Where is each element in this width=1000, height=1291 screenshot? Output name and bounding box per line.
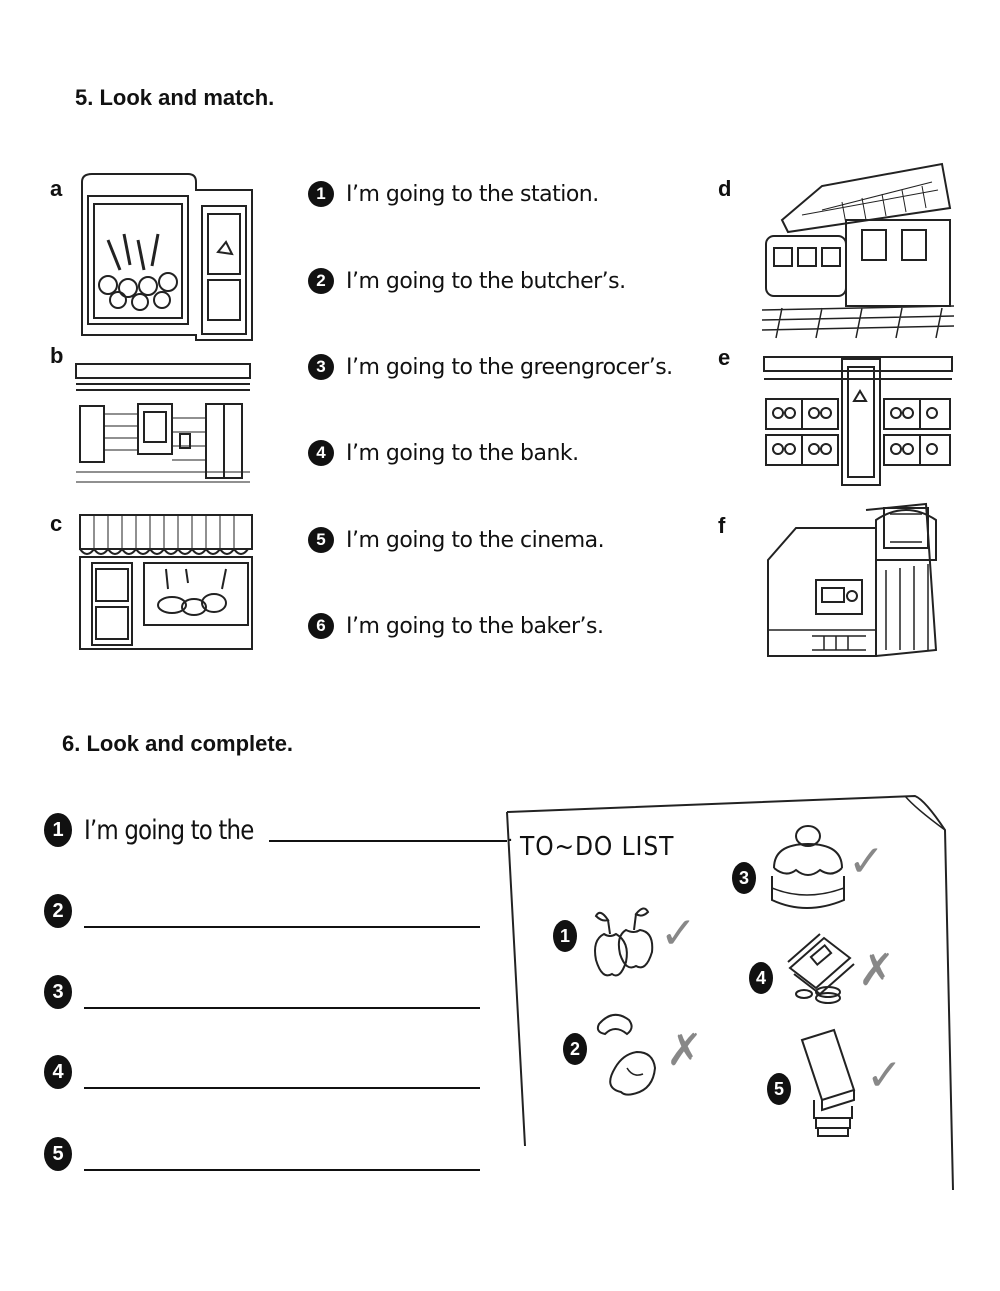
books-icon bbox=[798, 1026, 862, 1138]
cinema-picture bbox=[766, 500, 954, 660]
sentence-text: I’m going to the station. bbox=[346, 181, 599, 207]
number-badge: 5 bbox=[44, 1137, 72, 1171]
answer-line-2 bbox=[44, 894, 480, 928]
sentence-4 bbox=[308, 440, 579, 466]
sentence-5 bbox=[308, 527, 604, 553]
line-end-period: . bbox=[507, 823, 513, 846]
sentence-text: I’m going to the baker’s. bbox=[346, 613, 604, 639]
todo-number: 4 bbox=[749, 962, 773, 994]
sentence-text: I’m going to the butcher’s. bbox=[346, 268, 626, 294]
letter-a: a bbox=[50, 176, 63, 201]
sentence-1 bbox=[308, 181, 599, 207]
section6-title: 6. Look and complete. bbox=[62, 731, 294, 756]
number-badge: 2 bbox=[44, 894, 72, 928]
check-mark-icon: ✓ bbox=[866, 1050, 903, 1101]
answer-blank[interactable] bbox=[84, 924, 480, 928]
cake-icon bbox=[766, 818, 846, 918]
section5-title: 5. Look and match. bbox=[75, 85, 275, 110]
number-badge: 2 bbox=[308, 268, 334, 294]
todo-number: 2 bbox=[563, 1033, 587, 1065]
bank-picture bbox=[74, 362, 254, 492]
answer-blank[interactable] bbox=[84, 1005, 480, 1009]
sentence-text: I’m going to the greengrocer’s. bbox=[346, 354, 673, 380]
letter-e: e bbox=[718, 345, 731, 370]
number-badge: 6 bbox=[308, 613, 334, 639]
sentence-text: I’m going to the bank. bbox=[346, 440, 579, 466]
number-badge: 1 bbox=[44, 813, 72, 847]
number-badge: 3 bbox=[308, 354, 334, 380]
letter-c: c bbox=[50, 511, 63, 536]
number-badge: 4 bbox=[308, 440, 334, 466]
bakery-picture bbox=[78, 170, 256, 345]
cross-mark-icon: ✗ bbox=[666, 1025, 703, 1076]
greengrocers-picture bbox=[762, 355, 954, 489]
check-mark-icon: ✓ bbox=[848, 836, 885, 887]
answer-blank[interactable] bbox=[269, 838, 507, 842]
number-badge: 3 bbox=[44, 975, 72, 1009]
todo-list-title: TO~DO LIST bbox=[520, 832, 675, 862]
sentence-3 bbox=[308, 354, 673, 380]
money-icon bbox=[784, 928, 856, 1008]
apples-icon bbox=[590, 900, 656, 982]
answer-line-3 bbox=[44, 975, 480, 1009]
sentence-text: I’m going to the cinema. bbox=[346, 527, 605, 553]
sentence-2 bbox=[308, 268, 626, 294]
todo-number: 1 bbox=[553, 920, 577, 952]
answer-blank[interactable] bbox=[84, 1085, 480, 1089]
check-mark-icon: ✓ bbox=[660, 908, 697, 959]
cross-mark-icon: ✗ bbox=[858, 945, 895, 996]
todo-number: 3 bbox=[732, 862, 756, 894]
letter-d: d bbox=[718, 176, 732, 201]
number-badge: 1 bbox=[308, 181, 334, 207]
sausages-icon bbox=[593, 1008, 663, 1098]
answer-blank[interactable] bbox=[84, 1167, 480, 1171]
number-badge: 4 bbox=[44, 1055, 72, 1089]
answer-line-5 bbox=[44, 1137, 480, 1171]
sentence-6 bbox=[308, 613, 603, 639]
number-badge: 5 bbox=[308, 527, 334, 553]
answer-line-4 bbox=[44, 1055, 480, 1089]
todo-number: 5 bbox=[767, 1073, 791, 1105]
line-lead-text: I’m going to the bbox=[84, 814, 254, 846]
letter-b: b bbox=[50, 343, 64, 368]
station-picture bbox=[762, 160, 954, 340]
letter-f: f bbox=[718, 513, 726, 538]
butchers-picture bbox=[76, 513, 256, 653]
answer-line-1 bbox=[44, 813, 513, 847]
